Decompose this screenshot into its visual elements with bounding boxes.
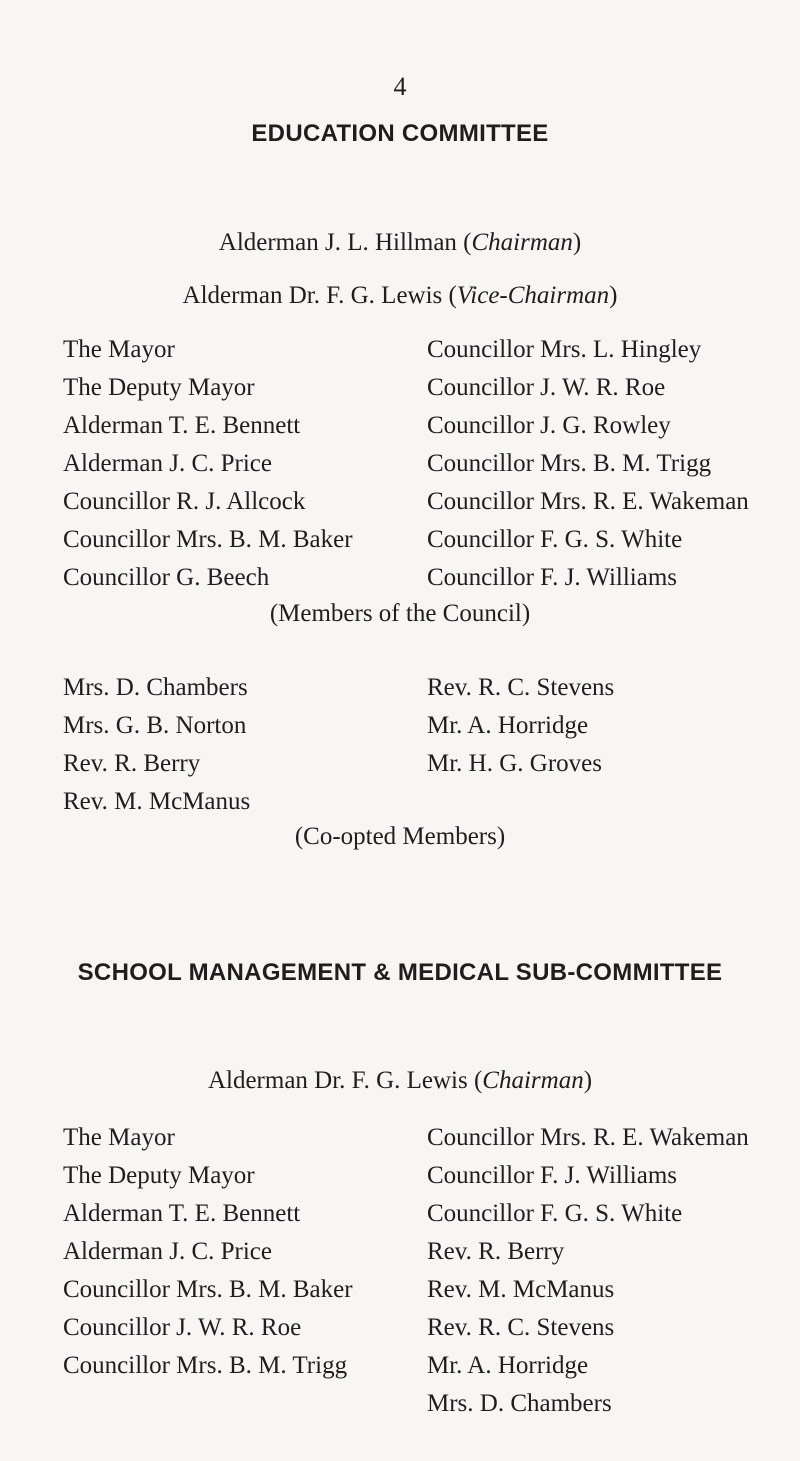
- subcommittee-member: Mrs. D. Chambers: [427, 1390, 612, 1417]
- council-member: Councillor R. J. Allcock: [63, 488, 306, 515]
- council-member: Councillor Mrs. R. E. Wakeman: [427, 488, 749, 515]
- council-member: Councillor Mrs. B. M. Baker: [63, 526, 353, 553]
- council-member: Councillor F. J. Williams: [427, 564, 678, 591]
- school-chair-role: Chairman: [482, 1067, 584, 1094]
- subcommittee-member: Councillor Mrs. R. E. Wakeman: [427, 1124, 749, 1151]
- subcommittee-member: The Deputy Mayor: [63, 1162, 255, 1189]
- council-members-caption: (Members of the Council): [269, 600, 531, 627]
- coopted-members-caption: (Co-opted Members): [294, 823, 506, 850]
- subcommittee-member: Alderman J. C. Price: [63, 1238, 272, 1265]
- education-committee-heading: EDUCATION COMMITTEE: [251, 120, 549, 147]
- page-number: 4: [393, 72, 407, 101]
- subcommittee-member: The Mayor: [63, 1124, 175, 1151]
- school-chair: Alderman Dr. F. G. Lewis (Chairman): [207, 1067, 593, 1094]
- council-member: Councillor J. G. Rowley: [427, 412, 671, 439]
- education-vice-chair-name: Alderman Dr. F. G. Lewis: [182, 282, 443, 309]
- coopted-member: Rev. R. Berry: [63, 750, 201, 777]
- coopted-member: Mrs. G. B. Norton: [63, 712, 247, 739]
- coopted-member: Mrs. D. Chambers: [63, 674, 248, 701]
- school-subcommittee-heading: SCHOOL MANAGEMENT & MEDICAL SUB-COMMITTEE: [77, 959, 723, 986]
- subcommittee-member: Councillor F. J. Williams: [427, 1162, 678, 1189]
- council-member: The Mayor: [63, 336, 175, 363]
- subcommittee-member: Rev. M. McManus: [427, 1276, 615, 1303]
- coopted-member: Mr. H. G. Groves: [427, 750, 602, 777]
- subcommittee-member: Mr. A. Horridge: [427, 1352, 589, 1379]
- subcommittee-member: Councillor Mrs. B. M. Trigg: [63, 1352, 348, 1379]
- council-member: The Deputy Mayor: [63, 374, 255, 401]
- education-chair-role: Chairman: [471, 229, 573, 256]
- education-chair: Alderman J. L. Hillman (Chairman): [218, 229, 582, 256]
- subcommittee-member: Councillor F. G. S. White: [427, 1200, 683, 1227]
- subcommittee-member: Councillor J. W. R. Roe: [63, 1314, 302, 1341]
- subcommittee-member: Rev. R. C. Stevens: [427, 1314, 615, 1341]
- council-member: Alderman J. C. Price: [63, 450, 272, 477]
- council-member: Councillor G. Beech: [63, 564, 270, 591]
- subcommittee-member: Councillor Mrs. B. M. Baker: [63, 1276, 353, 1303]
- council-member: Councillor F. G. S. White: [427, 526, 683, 553]
- council-member: Councillor Mrs. L. Hingley: [427, 336, 702, 363]
- school-chair-name: Alderman Dr. F. G. Lewis: [207, 1067, 468, 1094]
- coopted-member: Rev. R. C. Stevens: [427, 674, 615, 701]
- council-member: Councillor J. W. R. Roe: [427, 374, 666, 401]
- subcommittee-member: Rev. R. Berry: [427, 1238, 565, 1265]
- education-vice-chair: Alderman Dr. F. G. Lewis (Vice-Chairman): [182, 282, 618, 309]
- education-chair-name: Alderman J. L. Hillman: [218, 229, 457, 256]
- council-member: Alderman T. E. Bennett: [63, 412, 301, 439]
- coopted-member: Rev. M. McManus: [63, 788, 251, 815]
- council-member: Councillor Mrs. B. M. Trigg: [427, 450, 712, 477]
- subcommittee-member: Alderman T. E. Bennett: [63, 1200, 301, 1227]
- education-vice-chair-role: Vice-Chairman: [456, 282, 610, 309]
- coopted-member: Mr. A. Horridge: [427, 712, 589, 739]
